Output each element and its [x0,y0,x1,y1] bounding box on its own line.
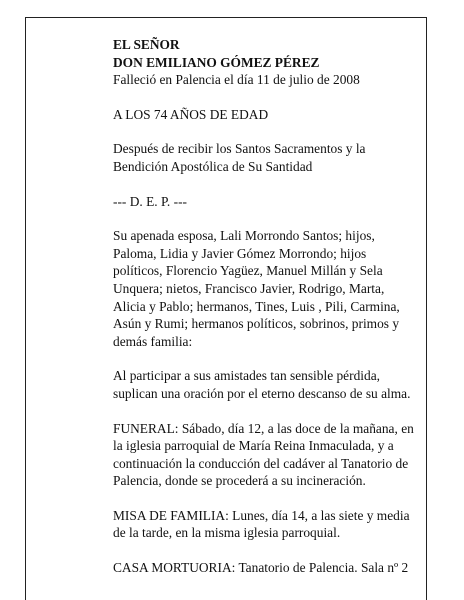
funeral-line: Palencia, donde se procederá a su incineración. [113,473,366,489]
mass-line-1: MISA DE FAMILIA: Lunes, día 14, a las siete y media [113,507,410,523]
family-line: Paloma, Lidia y Javier Gómez Morrondo; hijos [113,245,367,261]
obituary-text [113,36,425,577]
sacraments-line-1: Después de recibir los Santos Sacramentos y la [113,141,366,157]
funeral-line: FUNERAL: Sábado, día 12, a las doce de la mañana, en [113,420,414,436]
family-line: Alicia y Pablo; hermanos, Tines, Luis , Pili, Carmina, [113,298,400,314]
family-line: demás familia: [113,333,193,349]
family-line: Asún y Rumi; hermanos políticos, sobrinos, primos y [113,316,400,332]
family-line: Su apenada esposa, Lali Morrondo Santos; hijos, [113,228,375,244]
family-line: políticos, Florencio Yagüez, Manuel Millán y Sela [113,263,383,279]
request-line-1: Al participar a sus amistades tan sensible pérdida, [113,368,380,384]
sacraments-line-2: Bendición Apostólica de Su Santidad [113,158,313,174]
dep-line: --- D. E. P. --- [113,193,188,209]
title-line: EL SEÑOR [113,37,180,52]
family-line: Unquera; nietos, Francisco Javier, Rodrigo, Marta, [113,280,385,296]
funeral-line: la iglesia parroquial de María Reina Inmaculada, y a [113,438,394,454]
request-line-2: suplican una oración por el eterno descanso de su alma. [113,385,411,401]
age-line: A LOS 74 AÑOS DE EDAD [113,106,269,122]
house-line: CASA MORTUORIA: Tanatorio de Palencia. Sala nº 2 [113,560,409,576]
mass-line-2: de la tarde, en la misma iglesia parroquial. [113,525,341,541]
death-notice: Falleció en Palencia el día 11 de julio de 2008 [113,72,360,88]
funeral-line: continuación la conducción del cadáver al Tanatorio de [113,455,409,471]
deceased-name: DON EMILIANO GÓMEZ PÉREZ [113,54,320,70]
